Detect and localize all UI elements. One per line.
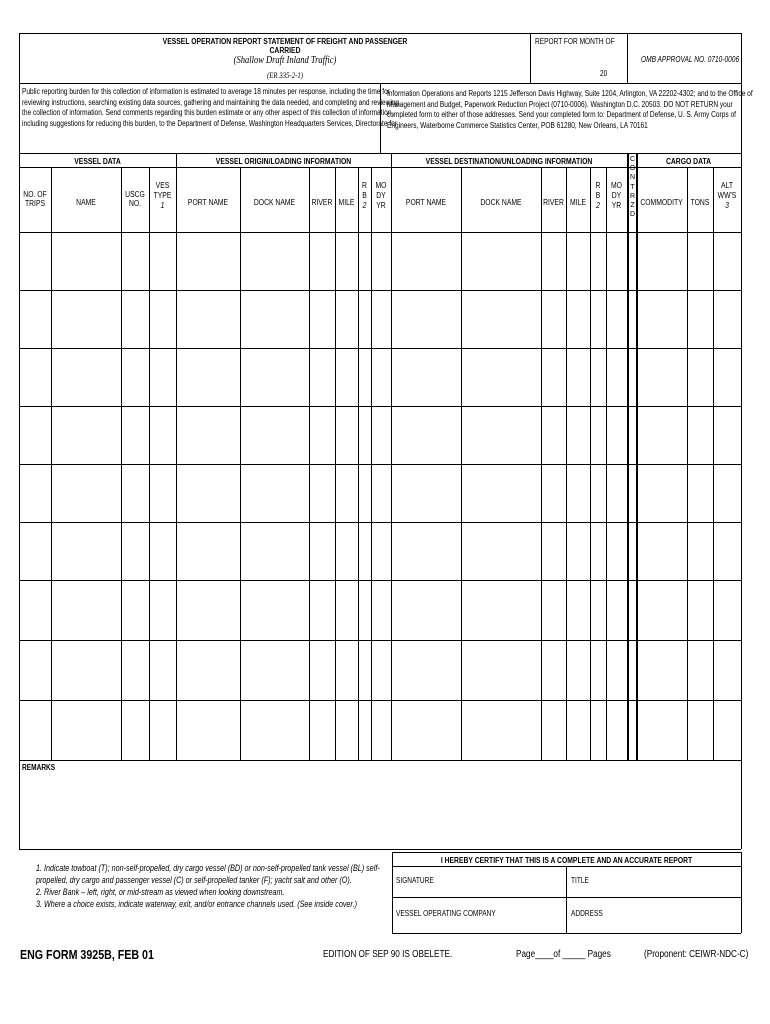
report-year-prefix: 20 — [600, 69, 608, 78]
col-trips-line: TRIPS — [24, 199, 46, 208]
col-rb-footnote: 2 — [362, 201, 367, 210]
col-alt-line: ALT — [721, 181, 733, 190]
signature-label: SIGNATURE — [396, 876, 434, 885]
col-dest-port: PORT NAME — [405, 198, 447, 207]
company-field[interactable] — [393, 898, 565, 932]
report-month-label: REPORT FOR MONTH OF — [535, 37, 615, 46]
col-uscg — [123, 190, 147, 208]
section-vessel-data: VESSEL DATA — [74, 157, 121, 166]
col-date-line: DY — [611, 191, 622, 200]
col-ves-footnote: 1 — [160, 201, 165, 210]
col-trips-line: NO. OF — [23, 190, 47, 199]
info-line: Management and Budget, Paperwork Reduction Project (0710-0006). Washington D.C. 20503. DO NOT RETURN your — [387, 99, 733, 109]
col-rb-line: R — [362, 181, 367, 190]
form-title: VESSEL OPERATION REPORT STATEMENT OF FREIGHT AND PASSENGER CARRIED — [162, 37, 408, 55]
footnote-item: 3. Where a choice exists, indicate waterway, exit, and/or entrance channels used. (See inside cover.) — [36, 899, 357, 909]
data-row[interactable] — [20, 465, 740, 522]
data-row[interactable] — [20, 581, 740, 640]
col-origin-port: PORT NAME — [187, 198, 229, 207]
burden-line: reviewing instructions, searching existing data sources, gathering and maintaining the data needed, and completing and reviewing — [22, 97, 400, 107]
col-rb-line: B — [595, 191, 601, 200]
col-origin-rb — [359, 181, 370, 211]
footnotes — [36, 862, 380, 910]
col-tons: TONS — [690, 198, 710, 207]
section-cargo-data: CARGO DATA — [665, 157, 712, 166]
col-dest-rb — [591, 181, 605, 211]
data-row[interactable] — [20, 291, 740, 348]
form-subtitle: (Shallow Draft Inland Traffic) — [233, 55, 337, 66]
col-dest-date — [608, 181, 626, 211]
burden-line: including suggestions for reducing this burden, to the Department of Defense, Washington Headquarters Services, Directorate for — [22, 118, 397, 128]
section-destination: VESSEL DESTINATION/UNLOADING INFORMATION — [425, 157, 593, 166]
signature-field[interactable] — [393, 867, 565, 896]
col-date-line: MO — [375, 181, 387, 190]
col-date-line: YR — [376, 201, 386, 210]
remarks-field[interactable] — [20, 775, 740, 848]
col-contrzd: C O N T R Z D — [629, 156, 636, 219]
address-field[interactable] — [567, 898, 740, 932]
info-line: completed form to either of those addresses. Send your completed form to: Department of Defense, U. S. Army Corps of — [387, 110, 736, 119]
info-statement — [387, 89, 753, 131]
col-trips — [21, 190, 48, 208]
col-name: NAME — [76, 198, 96, 207]
col-ves-line: TYPE — [153, 191, 172, 200]
footnote-item: propelled, dry cargo and passenger vessel (C) or self-propelled tanker (F); yacht salt and other (O). — [36, 875, 352, 885]
footnote-item: 2. River Bank – left, right, or mid-stream as viewed when looking downstream. — [36, 887, 285, 897]
col-date-line: DY — [376, 191, 386, 200]
col-origin-dock: DOCK NAME — [253, 198, 296, 207]
proponent: (Proponent: CEIWR-NDC-C) — [644, 949, 749, 960]
form-id: ENG FORM 3925B, FEB 01 — [20, 947, 154, 962]
col-ves-type — [151, 181, 174, 211]
company-label: VESSEL OPERATING COMPANY — [396, 909, 496, 918]
col-origin-date — [373, 181, 390, 211]
col-dest-dock: DOCK NAME — [480, 198, 522, 207]
info-line: Information Operations and Reports 1215 Jefferson Davis Highway, Suite 1204, Arlington, VA 22202-4302; and to the Office of — [387, 89, 753, 98]
info-line: Engineers, Waterborne Commerce Statistics Center, POB 61280, New Orleans, LA 70161 — [387, 120, 648, 130]
omb-approval: OMB APPROVAL NO. 0710-0006 — [641, 55, 740, 64]
burden-line: Public reporting burden for this collection of information is estimated to average 18 minutes per response, including the time for — [22, 87, 390, 96]
burden-line: the collection of information. Send comments regarding this burden estimate or any other aspect of this collection of information, — [22, 108, 394, 117]
data-row[interactable] — [20, 701, 740, 760]
section-origin: VESSEL ORIGIN/LOADING INFORMATION — [215, 157, 352, 166]
remarks-label: REMARKS — [22, 763, 56, 772]
col-rb-footnote: 2 — [596, 201, 600, 210]
title-label: TITLE — [571, 876, 589, 885]
col-alt-ww — [715, 181, 739, 211]
col-date-line: YR — [611, 201, 622, 210]
col-commodity: COMMODITY — [640, 198, 683, 207]
footnote-item: 1. Indicate towboat (T); non-self-propelled, dry cargo vessel (BD) or non-self-propelled tank vessel (BL) self- — [36, 863, 380, 873]
col-rb-line: R — [595, 181, 601, 190]
burden-statement — [22, 87, 399, 129]
address-label: ADDRESS — [571, 909, 603, 918]
col-dest-mile: MILE — [570, 198, 586, 207]
regulation-reference: (ER 335-2-1) — [266, 71, 304, 80]
col-alt-footnote: 3 — [725, 201, 729, 210]
col-uscg-line: NO. — [128, 199, 142, 208]
col-ves-line: VES — [155, 181, 170, 190]
title-field[interactable] — [567, 867, 740, 896]
data-row[interactable] — [20, 349, 740, 406]
page-count: Page____of _____ Pages — [516, 949, 611, 960]
data-row[interactable] — [20, 233, 740, 290]
col-rb-line: B — [362, 191, 367, 200]
certification-heading: I HEREBY CERTIFY THAT THIS IS A COMPLETE AND AN ACCURATE REPORT — [440, 856, 693, 865]
data-row[interactable] — [20, 523, 740, 580]
col-date-line: MO — [611, 181, 622, 190]
col-origin-river: RIVER — [311, 198, 333, 207]
col-alt-line: WW'S — [717, 191, 737, 200]
col-origin-mile: MILE — [338, 198, 355, 207]
data-row[interactable] — [20, 641, 740, 700]
col-dest-river: RIVER — [543, 198, 564, 207]
col-uscg-line: USCG — [125, 190, 145, 199]
data-row[interactable] — [20, 407, 740, 464]
edition-note: EDITION OF SEP 90 IS OBELETE. — [323, 949, 453, 960]
